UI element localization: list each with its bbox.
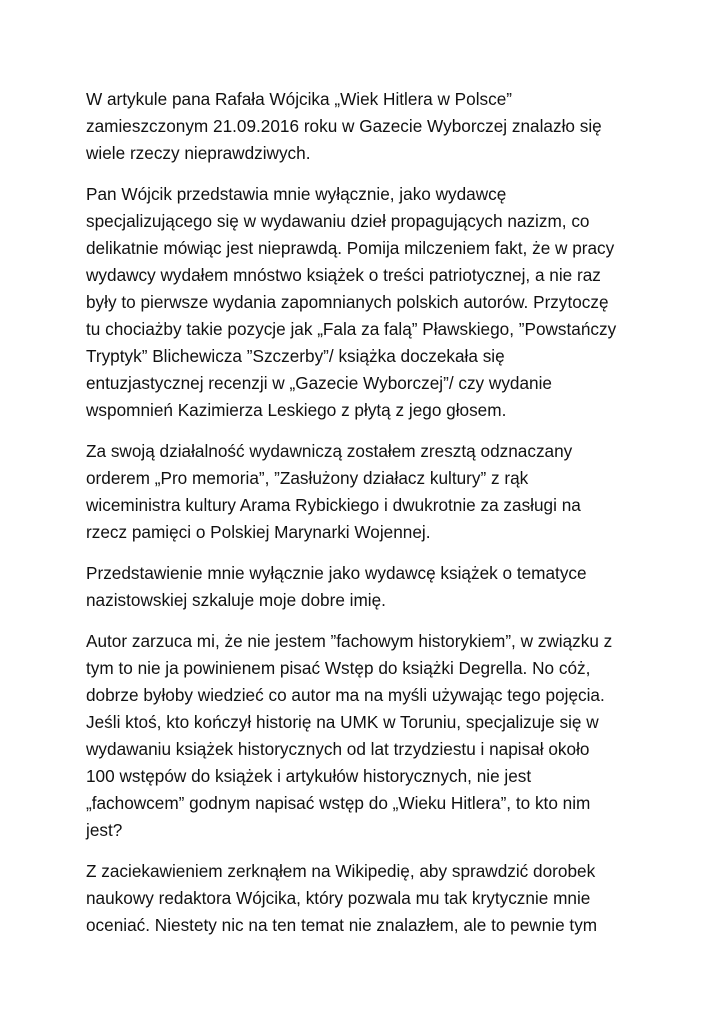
text-line: naukowy redaktora Wójcika, który pozwala mu tak krytycznie mnie [86, 888, 591, 908]
text-line: wydawaniu książek historycznych od lat trzydziestu i napisał około [86, 739, 590, 759]
text-line: Przedstawienie mnie wyłącznie jako wydawcę książek o tematyce [86, 563, 587, 583]
text-line: wiceministra kultury Arama Rybickiego i dwukrotnie za zasługi na [86, 495, 581, 515]
text-line: Autor zarzuca mi, że nie jestem ”fachowym historykiem”, w związku z [86, 631, 613, 651]
paragraph-6 [86, 858, 646, 939]
text-line: specjalizującego się w wydawaniu dzieł propagujących nazizm, co [86, 211, 590, 231]
text-line: nazistowskiej szkaluje moje dobre imię. [86, 590, 386, 610]
text-line: entuzjastycznej recenzji w „Gazecie Wyborczej”/ czy wydanie [86, 373, 552, 393]
text-line: wiele rzeczy nieprawdziwych. [86, 143, 311, 163]
text-line: dobrze byłoby wiedzieć co autor ma na myśli używając tego pojęcia. [86, 685, 605, 705]
text-line: oceniać. Niestety nic na ten temat nie znalazłem, ale to pewnie tym [86, 915, 598, 935]
text-line: Z zaciekawieniem zerknąłem na Wikipedię, aby sprawdzić dorobek [86, 861, 596, 881]
text-line: były to pierwsze wydania zapomnianych polskich autorów. Przytoczę [86, 292, 609, 312]
text-line: tu chociażby takie pozycje jak „Fala za falą” Pławskiego, ”Powstańczy [86, 319, 617, 339]
text-line: W artykule pana Rafała Wójcika „Wiek Hitlera w Polsce” [86, 89, 512, 109]
text-line: wydawcy wydałem mnóstwo książek o treści patriotycznej, a nie raz [86, 265, 601, 285]
text-line: 100 wstępów do książek i artykułów historycznych, nie jest [86, 766, 532, 786]
paragraph-4 [86, 560, 646, 614]
letter-body [86, 86, 646, 953]
text-line: Tryptyk” Blichewicza ”Szczerby”/ książka doczekała się [86, 346, 505, 366]
paragraph-3 [86, 438, 646, 546]
text-line: rzecz pamięci o Polskiej Marynarki Wojennej. [86, 522, 431, 542]
text-line: orderem „Pro memoria”, ”Zasłużony działacz kultury” z rąk [86, 468, 529, 488]
text-line: jest? [86, 820, 123, 840]
paragraph-1 [86, 86, 646, 167]
text-line: Za swoją działalność wydawniczą zostałem zresztą odznaczany [86, 441, 573, 461]
text-line: delikatnie mówiąc jest nieprawdą. Pomija milczeniem fakt, że w pracy [86, 238, 615, 258]
text-line: „fachowcem” godnym napisać wstęp do „Wieku Hitlera”, to kto nim [86, 793, 591, 813]
text-line: wspomnień Kazimierza Leskiego z płytą z jego głosem. [86, 400, 507, 420]
text-line: Pan Wójcik przedstawia mnie wyłącznie, jako wydawcę [86, 184, 507, 204]
paragraph-5 [86, 628, 646, 844]
text-line: Jeśli ktoś, kto kończył historię na UMK w Toruniu, specjalizuje się w [86, 712, 599, 732]
paragraph-2 [86, 181, 646, 424]
text-line: zamieszczonym 21.09.2016 roku w Gazecie Wyborczej znalazło się [86, 116, 602, 136]
text-line: tym to nie ja powinienem pisać Wstęp do książki Degrella. No cóż, [86, 658, 591, 678]
